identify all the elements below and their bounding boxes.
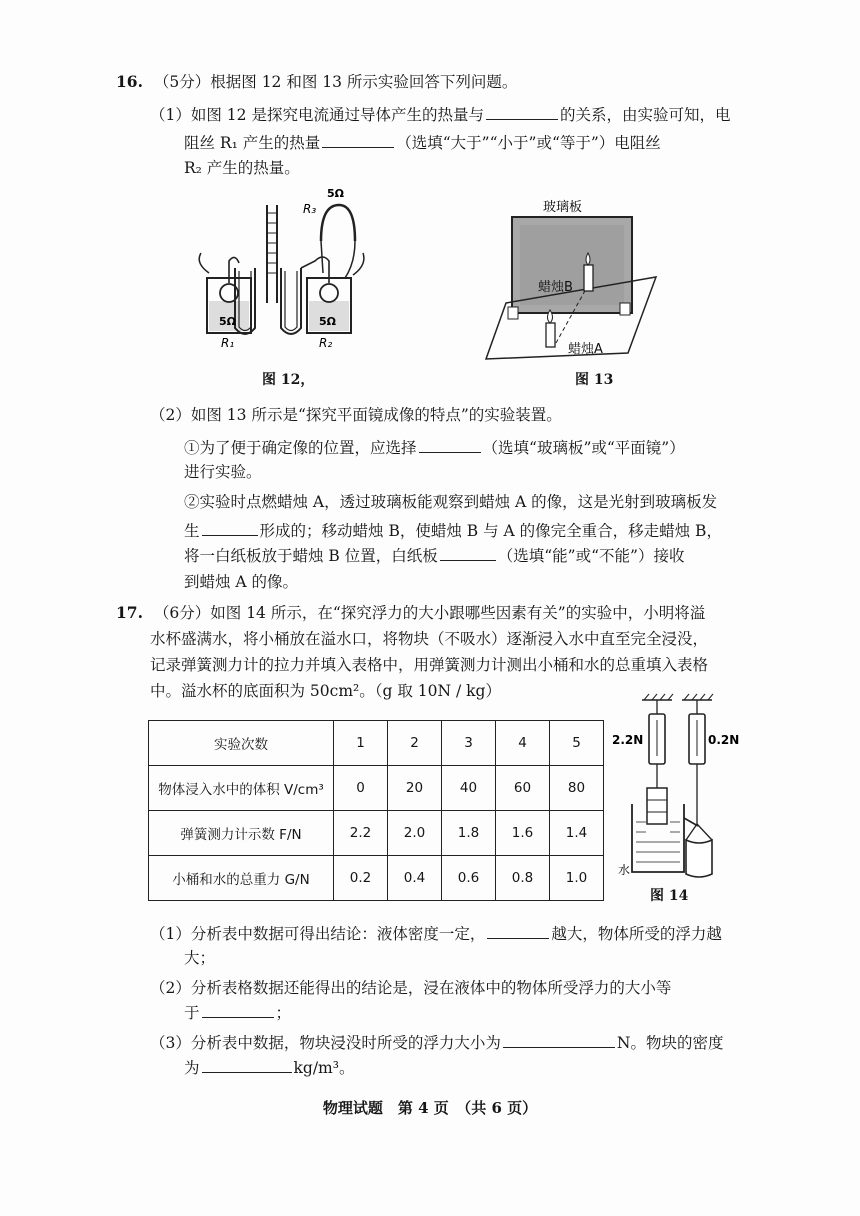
figure-13-caption: 图 13 <box>575 372 614 388</box>
candle-a-label: 蜡烛A <box>568 342 603 357</box>
table-cell: 40 <box>442 766 496 811</box>
q16-part2-item2-line3 <box>184 544 684 567</box>
table-header-cell: 实验次数 <box>149 721 334 766</box>
q16-item1-text-a: ①为了便于确定像的位置，应选择 <box>184 439 417 457</box>
table-row <box>149 766 604 811</box>
glass-board-label: 玻璃板 <box>543 200 583 215</box>
table-header-row <box>149 721 604 766</box>
q17-answer1-line1 <box>150 922 722 945</box>
q17-stem-2: 水杯盛满水，将小桶放在溢水口，将物块（不吸水）逐渐浸入水中直至完全浸没， <box>150 630 709 648</box>
water-label: 水 <box>618 863 631 877</box>
left-scale-reading: 2.2N <box>612 733 644 747</box>
q16-part1-text-b: 的关系，由实验可知，电 <box>559 106 731 124</box>
experiment-data-table <box>148 720 604 901</box>
q17-a3-text-b: N。物块的密度 <box>616 1034 724 1052</box>
q17-a1-text-a: （1）分析表中数据可得出结论：液体密度一定， <box>150 925 486 943</box>
q17-line3 <box>150 654 708 676</box>
q16-part1-line2 <box>184 131 661 154</box>
q17-a2-text-b: 于 <box>184 1004 200 1022</box>
q16-part1-text-d: （选填“大于”“小于”或“等于”）电阻丝 <box>396 134 661 152</box>
q17-a3-text-c: 为 <box>184 1059 200 1077</box>
q16-item2-text-c: 形成的；移动蜡烛 B，使蜡烛 B 与 A 的像完全重合，移走蜡烛 B， <box>259 522 722 540</box>
answer-blank[interactable] <box>322 131 394 148</box>
table-cell: 0 <box>334 766 388 811</box>
table-cell: 0.6 <box>442 856 496 901</box>
q17-a1-text-c: 大； <box>184 949 216 967</box>
candle-b-label: 蜡烛B <box>538 280 573 295</box>
answer-blank[interactable] <box>202 1001 274 1018</box>
q17-a2-text-c: ； <box>275 1004 292 1022</box>
q16-part2-item2-line4 <box>184 571 298 593</box>
table-cell: 0.2 <box>334 856 388 901</box>
figure-12-caption: 图 12， <box>262 372 315 388</box>
q16-item2-text-f: 到蜡烛 A 的像。 <box>184 573 299 591</box>
table-row <box>149 856 604 901</box>
page-footer: 物理试题 第 4 页 （共 6 页） <box>322 1099 538 1117</box>
answer-blank[interactable] <box>440 544 496 561</box>
q16-part1-line1 <box>150 103 730 126</box>
q17-stem-4: 中。溢水杯的底面积为 50cm²。（g 取 10N / kg） <box>150 682 501 700</box>
q16-item2-text-b: 生 <box>184 522 200 540</box>
q16-item2-text-a: ②实验时点燃蜡烛 A，透过玻璃板能观察到蜡烛 A 的像，这是光射到玻璃板发 <box>184 493 718 511</box>
table-cell: 80 <box>550 766 604 811</box>
q17-line4 <box>150 680 501 702</box>
table-cell: 2.2 <box>334 811 388 856</box>
q17-stem-1: （6分）如图 14 所示，在“探究浮力的大小跟哪些因素有关”的实验中，小明将溢 <box>153 604 706 622</box>
q17-answer3-line2 <box>184 1056 354 1079</box>
q16-number: 16. <box>116 72 143 91</box>
q16-item1-text-c: 进行实验。 <box>184 463 262 481</box>
right-scale-reading: 0.2N <box>708 733 740 747</box>
q16-part1-line3 <box>184 157 300 179</box>
r3-value-label: 5Ω <box>327 187 345 200</box>
figure-14-overflow-cup-apparatus <box>612 692 772 892</box>
answer-blank[interactable] <box>202 519 258 536</box>
table-row <box>149 811 604 856</box>
answer-blank[interactable] <box>503 1031 615 1048</box>
r1-value-label: 5Ω <box>219 315 237 328</box>
table-cell: 1.6 <box>496 811 550 856</box>
r3-label: R₃ <box>303 202 317 216</box>
q17-answer1-line2 <box>184 947 215 969</box>
table-cell: 1.0 <box>550 856 604 901</box>
table-header-cell: 2 <box>388 721 442 766</box>
table-header-cell: 3 <box>442 721 496 766</box>
q16-part2-item1-line2 <box>184 461 262 483</box>
table-header-cell: 5 <box>550 721 604 766</box>
q17-answer2-line2 <box>184 1001 291 1024</box>
table-row-label: 弹簧测力计示数 F/N <box>149 811 334 856</box>
table-cell: 1.4 <box>550 811 604 856</box>
q17-a1-text-b: 越大，物体所受的浮力越 <box>551 925 722 943</box>
r1-label: R₁ <box>221 336 235 350</box>
q16-part1-text-c: 阻丝 R₁ 产生的热量 <box>184 134 321 152</box>
table-cell: 20 <box>388 766 442 811</box>
table-cell: 1.8 <box>442 811 496 856</box>
q16-stem-line <box>116 71 517 93</box>
q17-a3-text-a: （3）分析表中数据，物块浸没时所受的浮力大小为 <box>150 1034 501 1052</box>
q16-part2-title-text: （2）如图 13 所示是“探究平面镜成像的特点”的实验装置。 <box>150 406 562 424</box>
figure-14-caption: 图 14 <box>650 888 689 904</box>
answer-blank[interactable] <box>486 103 558 120</box>
q17-stem-3: 记录弹簧测力计的拉力并填入表格中，用弹簧测力计测出小桶和水的总重填入表格 <box>150 656 709 674</box>
r2-label: R₂ <box>319 336 333 350</box>
q17-line2 <box>150 628 708 650</box>
q17-answer3-line1 <box>150 1031 723 1054</box>
q16-part2-item2-line1 <box>184 491 717 513</box>
table-header-cell: 4 <box>496 721 550 766</box>
q16-part2-title <box>150 404 562 426</box>
q16-part2-item2-line2 <box>184 519 722 542</box>
q16-stem: （5分）根据图 12 和图 13 所示实验回答下列问题。 <box>153 73 518 91</box>
table-cell: 0.8 <box>496 856 550 901</box>
q17-answer2-line1 <box>150 977 671 999</box>
q17-a3-text-d: kg/m³。 <box>293 1059 355 1077</box>
answer-blank[interactable] <box>419 436 481 453</box>
q16-item2-text-e: （选填“能”或“不能”）接收 <box>497 547 685 565</box>
figure-12-joule-heating-apparatus <box>195 183 375 358</box>
q16-part2-item1-line1 <box>184 436 685 459</box>
figure-13-plane-mirror-apparatus <box>480 193 680 363</box>
table-cell: 0.4 <box>388 856 442 901</box>
table-row-label: 小桶和水的总重力 G/N <box>149 856 334 901</box>
r2-value-label: 5Ω <box>319 315 337 328</box>
table-row-label: 物体浸入水中的体积 V/cm³ <box>149 766 334 811</box>
q17-number: 17. <box>116 603 143 622</box>
q16-item1-text-b: （选填“玻璃板”或“平面镜”） <box>482 439 685 457</box>
q17-a2-text-a: （2）分析表格数据还能得出的结论是，浸在液体中的物体所受浮力的大小等 <box>150 979 672 997</box>
answer-blank[interactable] <box>202 1056 292 1073</box>
q16-item2-text-d: 将一白纸板放于蜡烛 B 位置，白纸板 <box>184 547 438 565</box>
table-header-cell: 1 <box>334 721 388 766</box>
q16-part1-text-a: （1）如图 12 是探究电流通过导体产生的热量与 <box>150 106 484 124</box>
answer-blank[interactable] <box>487 922 549 939</box>
q16-part1-text-e: R₂ 产生的热量。 <box>184 159 300 177</box>
table-cell: 2.0 <box>388 811 442 856</box>
q17-line1 <box>116 602 705 624</box>
table-cell: 60 <box>496 766 550 811</box>
